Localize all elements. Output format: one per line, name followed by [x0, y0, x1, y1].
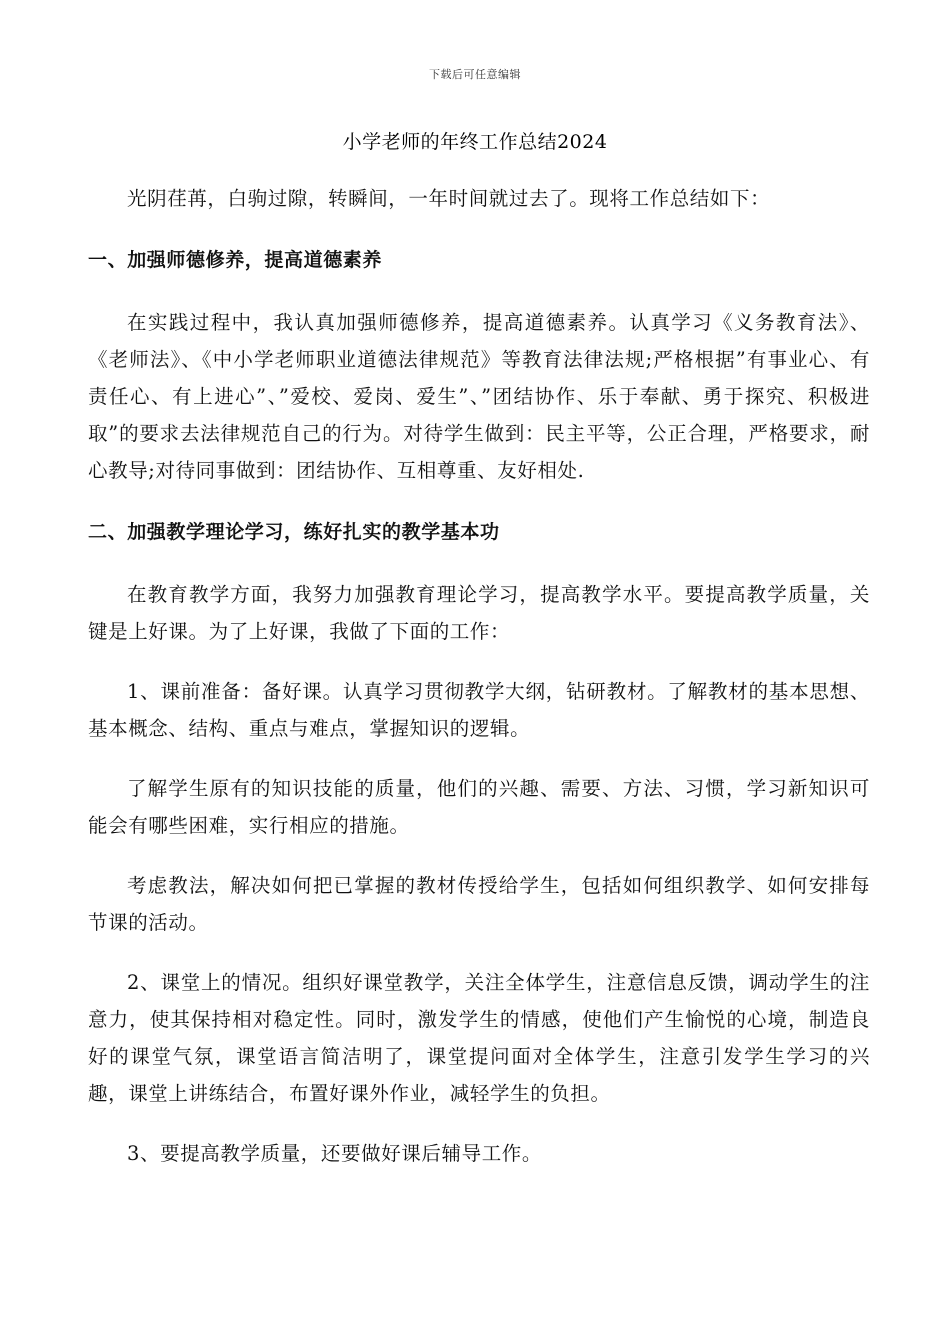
- body-paragraph: 2、课堂上的情况。组织好课堂教学，关注全体学生，注意信息反馈，调动学生的注意力，使其保持相对稳定性。同时，激发学生的情感，使他们产生愉悦的心境，制造良好的课堂气氛，课堂语言简洁明了，课堂提问面对全体学生，注意引发学生学习的兴趣，课堂上讲练结合，布置好课外作业，减轻学生的负担。: [88, 971, 870, 1105]
- page-header-note: 下载后可任意编辑: [429, 68, 521, 81]
- section-heading-2: 二、加强教学理论学习，练好扎实的教学基本功: [88, 521, 500, 543]
- body-paragraph: 了解学生原有的知识技能的质量，他们的兴趣、需要、方法、习惯，学习新知识可能会有哪些困难，实行相应的措施。: [88, 777, 870, 837]
- body-paragraph: 在教育教学方面，我努力加强教育理论学习，提高教学水平。要提高教学质量，关键是上好课。为了上好课，我做了下面的工作：: [88, 583, 870, 643]
- body-paragraph: 1、课前准备：备好课。认真学习贯彻教学大纲，钻研教材。了解教材的基本思想、基本概念、结构、重点与难点，掌握知识的逻辑。: [88, 680, 870, 740]
- section-heading-1: 一、加强师德修养，提高道德素养: [88, 249, 383, 271]
- intro-paragraph: 光阴荏苒，白驹过隙，转瞬间，一年时间就过去了。现将工作总结如下：: [127, 187, 771, 210]
- body-paragraph: 考虑教法，解决如何把已掌握的教材传授给学生，包括如何组织教学、如何安排每节课的活动。: [88, 874, 870, 934]
- body-paragraph: 3、要提高教学质量，还要做好课后辅导工作。: [127, 1142, 543, 1165]
- body-paragraph: 在实践过程中，我认真加强师德修养，提高道德素养。认真学习《义务教育法》、《老师法》、《中小学老师职业道德法律规范》等教育法律法规;严格根据”有事业心、有责任心、有上进心”、”爱校、爱岗、爱生”、”团结协作、乐于奉献、勇于探究、积极进取”的要求去法律规范自己的行为。对待学生做到：民主平等，公正合理，严格要求，耐心教导;对待同事做到：团结协作、互相尊重、友好相处.: [88, 311, 870, 482]
- document-body: [88, 180, 870, 1172]
- document-title: 小学老师的年终工作总结2024: [342, 131, 608, 153]
